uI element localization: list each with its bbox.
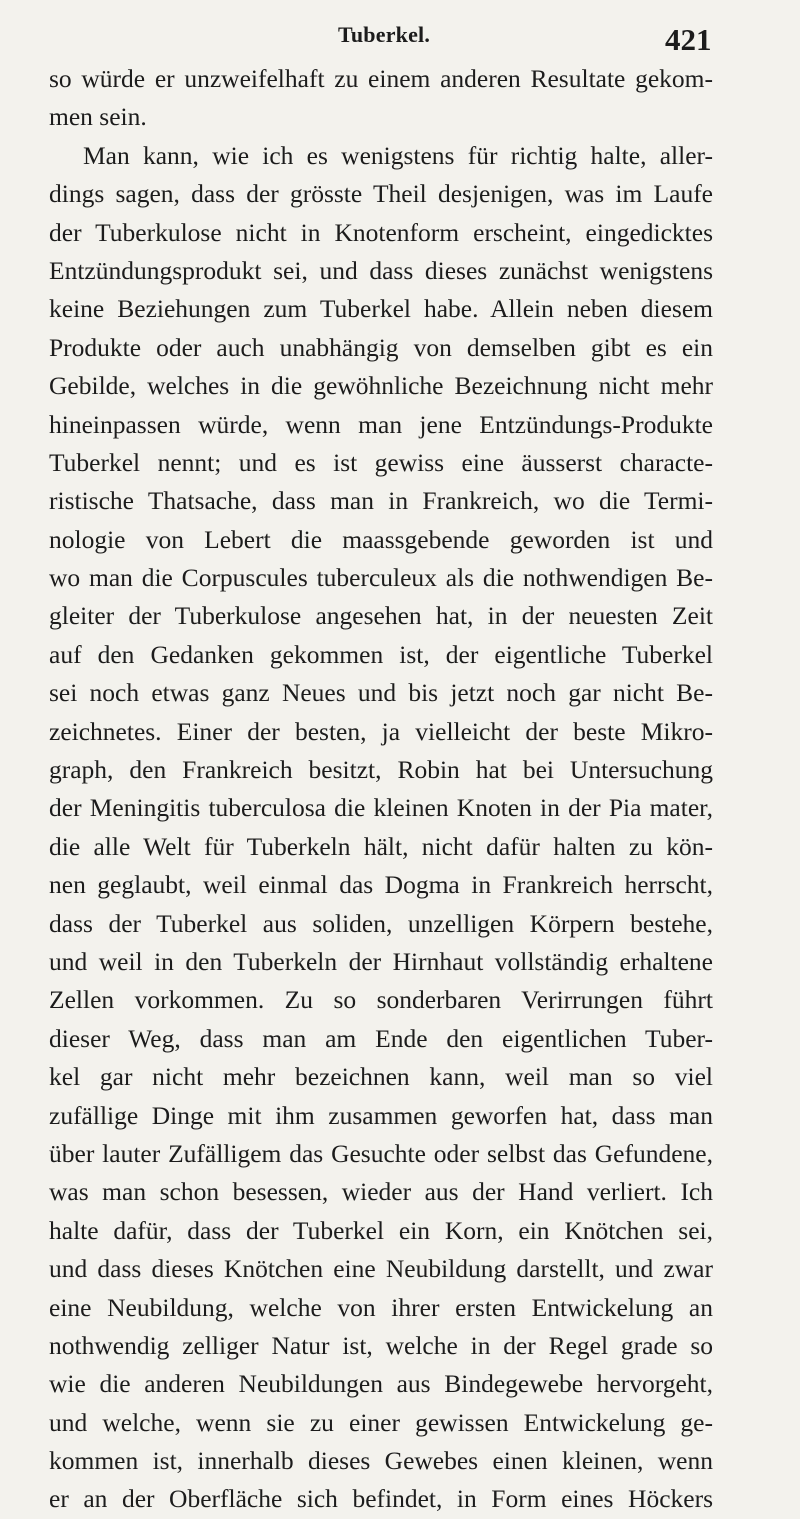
text-line: wo man die Corpuscules tuberculeux als die nothwendigen Be-	[49, 563, 713, 593]
text-line: was man schon besessen, wieder aus der Hand verliert. Ich	[49, 1177, 713, 1207]
text-line: gleiter der Tuberkulose angesehen hat, in der neuesten Zeit	[49, 601, 713, 631]
text-line: dass der Tuberkel aus soliden, unzelligen Körpern bestehe,	[49, 908, 713, 938]
text-line: Gebilde, welches in die gewöhnliche Bezeichnung nicht mehr	[49, 371, 713, 401]
text-line: Produkte oder auch unabhängig von demselben gibt es ein	[49, 332, 713, 362]
running-title: Tuberkel.	[338, 22, 431, 47]
text-line: eine Neubildung, welche von ihrer ersten Entwickelung an	[49, 1292, 713, 1322]
text-line: nologie von Lebert die maassgebende geworden ist und	[49, 524, 713, 554]
text-line: nen geglaubt, weil einmal das Dogma in Frankreich herrscht,	[49, 870, 713, 900]
text-line: der Tuberkulose nicht in Knotenform erscheint, eingedicktes	[49, 217, 713, 247]
text-line: auf den Gedanken gekommen ist, der eigentliche Tuberkel	[49, 639, 713, 669]
text-line: Entzündungsprodukt sei, und dass dieses zunächst wenigstens	[49, 255, 713, 285]
text-line: die alle Welt für Tuberkeln hält, nicht dafür halten zu kön-	[49, 831, 713, 861]
text-line: zufällige Dinge mit ihm zusammen geworfen hat, dass man	[49, 1100, 713, 1130]
text-line: er an der Oberfläche sich befindet, in Form eines Höckers	[49, 1484, 713, 1514]
text-line: und weil in den Tuberkeln der Hirnhaut vollständig erhaltene	[49, 946, 713, 976]
text-line: Man kann, wie ich es wenigstens für richtig halte, aller-	[83, 140, 713, 170]
text-line: Tuberkel nennt; und es ist gewiss eine äusserst characte-	[49, 447, 713, 477]
text-body	[49, 60, 713, 1519]
text-line: graph, den Frankreich besitzt, Robin hat bei Untersuchung	[49, 755, 713, 785]
text-line: keine Beziehungen zum Tuberkel habe. Allein neben diesem	[49, 294, 713, 324]
text-line: men sein.	[49, 102, 147, 132]
text-line: dieser Weg, dass man am Ende den eigentlichen Tuber-	[49, 1023, 713, 1053]
text-line: zeichnetes. Einer der besten, ja vielleicht der beste Mikro-	[49, 716, 713, 746]
text-line: und welche, wenn sie zu einer gewissen Entwickelung ge-	[49, 1407, 713, 1437]
text-line: ristische Thatsache, dass man in Frankreich, wo die Termi-	[49, 486, 713, 516]
text-line: halte dafür, dass der Tuberkel ein Korn, ein Knötchen sei,	[49, 1215, 713, 1245]
text-line: nothwendig zelliger Natur ist, welche in der Regel grade so	[49, 1330, 713, 1360]
page-number: 421	[665, 22, 712, 57]
text-line: wie die anderen Neubildungen aus Bindegewebe hervorgeht,	[49, 1369, 713, 1399]
text-line: sei noch etwas ganz Neues und bis jetzt noch gar nicht Be-	[49, 678, 713, 708]
text-line: kommen ist, innerhalb dieses Gewebes einen kleinen, wenn	[49, 1446, 713, 1476]
text-line: über lauter Zufälligem das Gesuchte oder selbst das Gefundene,	[49, 1138, 713, 1168]
text-line: und dass dieses Knötchen eine Neubildung darstellt, und zwar	[49, 1254, 713, 1284]
text-line: kel gar nicht mehr bezeichnen kann, weil man so viel	[49, 1062, 713, 1092]
text-line: der Meningitis tuberculosa die kleinen Knoten in der Pia mater,	[49, 793, 713, 823]
text-line: dings sagen, dass der grösste Theil desjenigen, was im Laufe	[49, 179, 713, 209]
text-line: so würde er unzweifelhaft zu einem anderen Resultate gekom-	[49, 64, 713, 93]
text-line: hineinpassen würde, wenn man jene Entzündungs-Produkte	[49, 409, 713, 439]
text-line: Zellen vorkommen. Zu so sonderbaren Verirrungen führt	[49, 985, 713, 1015]
page-header	[0, 18, 800, 58]
